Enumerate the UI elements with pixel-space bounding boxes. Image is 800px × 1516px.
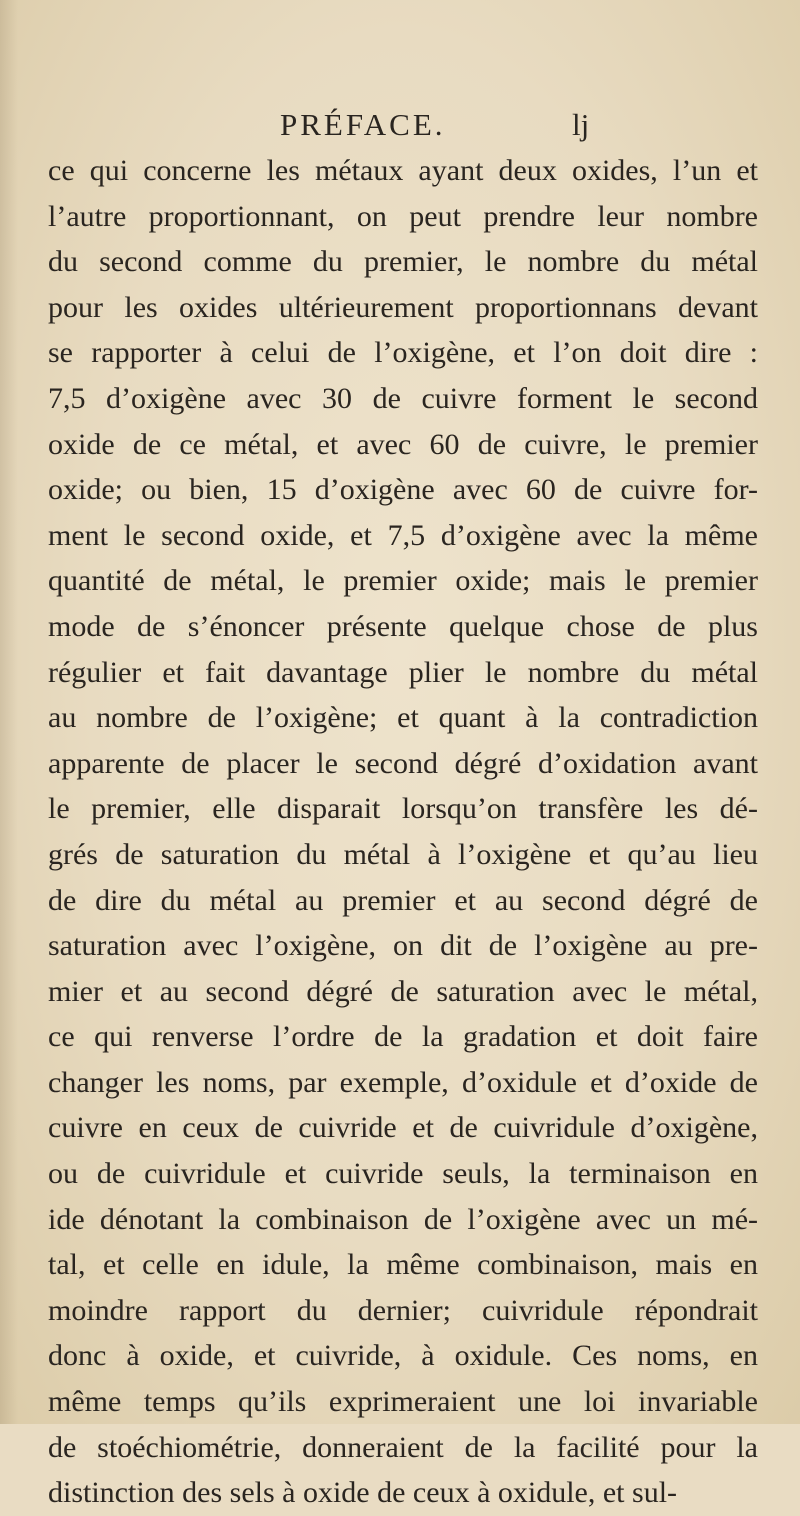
text-line: moindre rapport du dernier; cuivridule répondrait [48, 1293, 758, 1327]
text-line: même temps qu’ils exprimeraient une loi invariable [48, 1385, 758, 1419]
text-line: pour les oxides ultérieurement proportionnans devant [48, 290, 758, 324]
page-edge-shadow [0, 0, 18, 1424]
text-line: 7,5 d’oxigène avec 30 de cuivre forment le second [48, 381, 758, 415]
text-line: ce qui renverse l’ordre de la gradation et doit faire [48, 1020, 758, 1054]
text-line: régulier et fait davantage plier le nombre du métal [48, 655, 758, 689]
text-line: ide dénotant la combinaison de l’oxigène avec un mé- [48, 1202, 758, 1236]
text-line: grés de saturation du métal à l’oxigène et qu’au lieu [48, 837, 758, 871]
text-line: donc à oxide, et cuivride, à oxidule. Ces noms, en [48, 1339, 758, 1373]
text-line: l’autre proportionnant, on peut prendre leur nombre [48, 199, 758, 233]
text-line: quantité de métal, le premier oxide; mais le premier [48, 564, 758, 598]
text-line: mier et au second dégré de saturation avec le métal, [48, 974, 758, 1008]
text-line: de stoéchiométrie, donneraient de la facilité pour la [48, 1430, 758, 1464]
text-line: ment le second oxide, et 7,5 d’oxigène avec la même [48, 518, 758, 552]
running-head [0, 100, 800, 150]
text-line: du second comme du premier, le nombre du métal [48, 245, 758, 279]
text-line: distinction des sels à oxide de ceux à oxidule, et sul- [48, 1476, 678, 1510]
page-number: lj [572, 107, 590, 142]
text-line: le premier, elle disparait lorsqu’on transfère les dé- [48, 792, 758, 826]
text-line: oxide de ce métal, et avec 60 de cuivre, le premier [48, 427, 758, 461]
text-line: saturation avec l’oxigène, on dit de l’oxigène au pre- [48, 929, 758, 963]
text-line: apparente de placer le second dégré d’oxidation avant [48, 746, 758, 780]
text-line: oxide; ou bien, 15 d’oxigène avec 60 de cuivre for- [48, 473, 758, 507]
text-line: ou de cuivridule et cuivride seuls, la terminaison en [48, 1157, 758, 1191]
body-text [48, 148, 758, 1516]
text-line: ce qui concerne les métaux ayant deux oxides, l’un et [48, 154, 758, 187]
text-line: mode de s’énoncer présente quelque chose de plus [48, 609, 758, 643]
text-line: tal, et celle en idule, la même combinaison, mais en [48, 1248, 758, 1282]
running-head-title: PRÉFACE. [280, 107, 446, 142]
text-line: au nombre de l’oxigène; et quant à la contradiction [48, 701, 758, 735]
text-line: cuivre en ceux de cuivride et de cuivridule d’oxigène, [48, 1111, 758, 1145]
text-line: de dire du métal au premier et au second dégré de [48, 883, 758, 917]
text-line: se rapporter à celui de l’oxigène, et l’on doit dire : [48, 336, 758, 370]
text-line: changer les noms, par exemple, d’oxidule et d’oxide de [48, 1065, 758, 1099]
